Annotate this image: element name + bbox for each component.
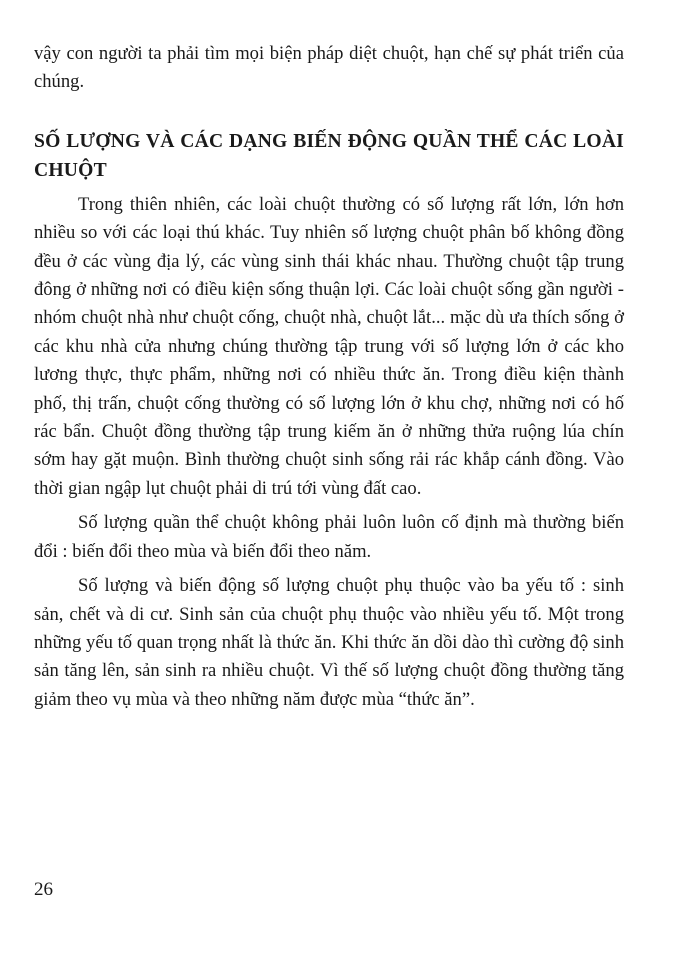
paragraph-distribution: Trong thiên nhiên, các loài chuột thường có số lượng rất lớn, lớn hơn nhiều so với các loại thú khác. Tuy nhiên số lượng chuột phân bố không đồng đều ở các vùng địa lý, các vùng sinh thái khác nhau. Thường chuột tập trung đông ở những nơi có điều kiện sống thuận lợi. Các loài chuột sống gần người - nhóm chuột nhà như chuột cống, chuột nhà, chuột lắt... mặc dù ưa thích sống ở các khu nhà cửa nhưng chúng thường tập trung với số lượng lớn ở các kho lương thực, thực phẩm, những nơi có nhiều thức ăn. Trong điều kiện thành phố, thị trấn, chuột cống thường có số lượng lớn ở khu chợ, những nơi có hố rác bẩn. Chuột đồng thường tập trung kiếm ăn ở những thửa ruộng lúa chín sớm hay gặt muộn. Bình thường chuột sinh sống rải rác khắp cánh đồng. Vào thời gian ngập lụt chuột phải di trú tới vùng đất cao.: [34, 193, 624, 499]
page-number: 26: [34, 879, 53, 900]
paragraph-factors: Số lượng và biến động số lượng chuột phụ thuộc vào ba yếu tố : sinh sản, chết và di cư. Sinh sản của chuột phụ thuộc vào nhiều yếu tố. Một trong những yếu tố quan trọng nhất là thức ăn. Khi thức ăn dồi dào thì cường độ sinh sản tăng lên, sản sinh ra nhiều chuột. Vì thế số lượng chuột đồng thường tăng giảm theo vụ mùa và theo những năm được mùa “thức ăn”.: [34, 575, 624, 710]
paragraph-variation: Số lượng quần thể chuột không phải luôn luôn cố định mà thường biến đổi : biến đổi theo mùa và biến đổi theo năm.: [34, 512, 624, 562]
book-page: [34, 40, 624, 714]
section-heading: SỐ LƯỢNG VÀ CÁC DẠNG BIẾN ĐỘNG QUẦN THỂ CÁC LOÀI CHUỘT: [34, 130, 624, 181]
intro-paragraph: vậy con người ta phải tìm mọi biện pháp diệt chuột, hạn chế sự phát triển của chúng.: [34, 43, 624, 93]
